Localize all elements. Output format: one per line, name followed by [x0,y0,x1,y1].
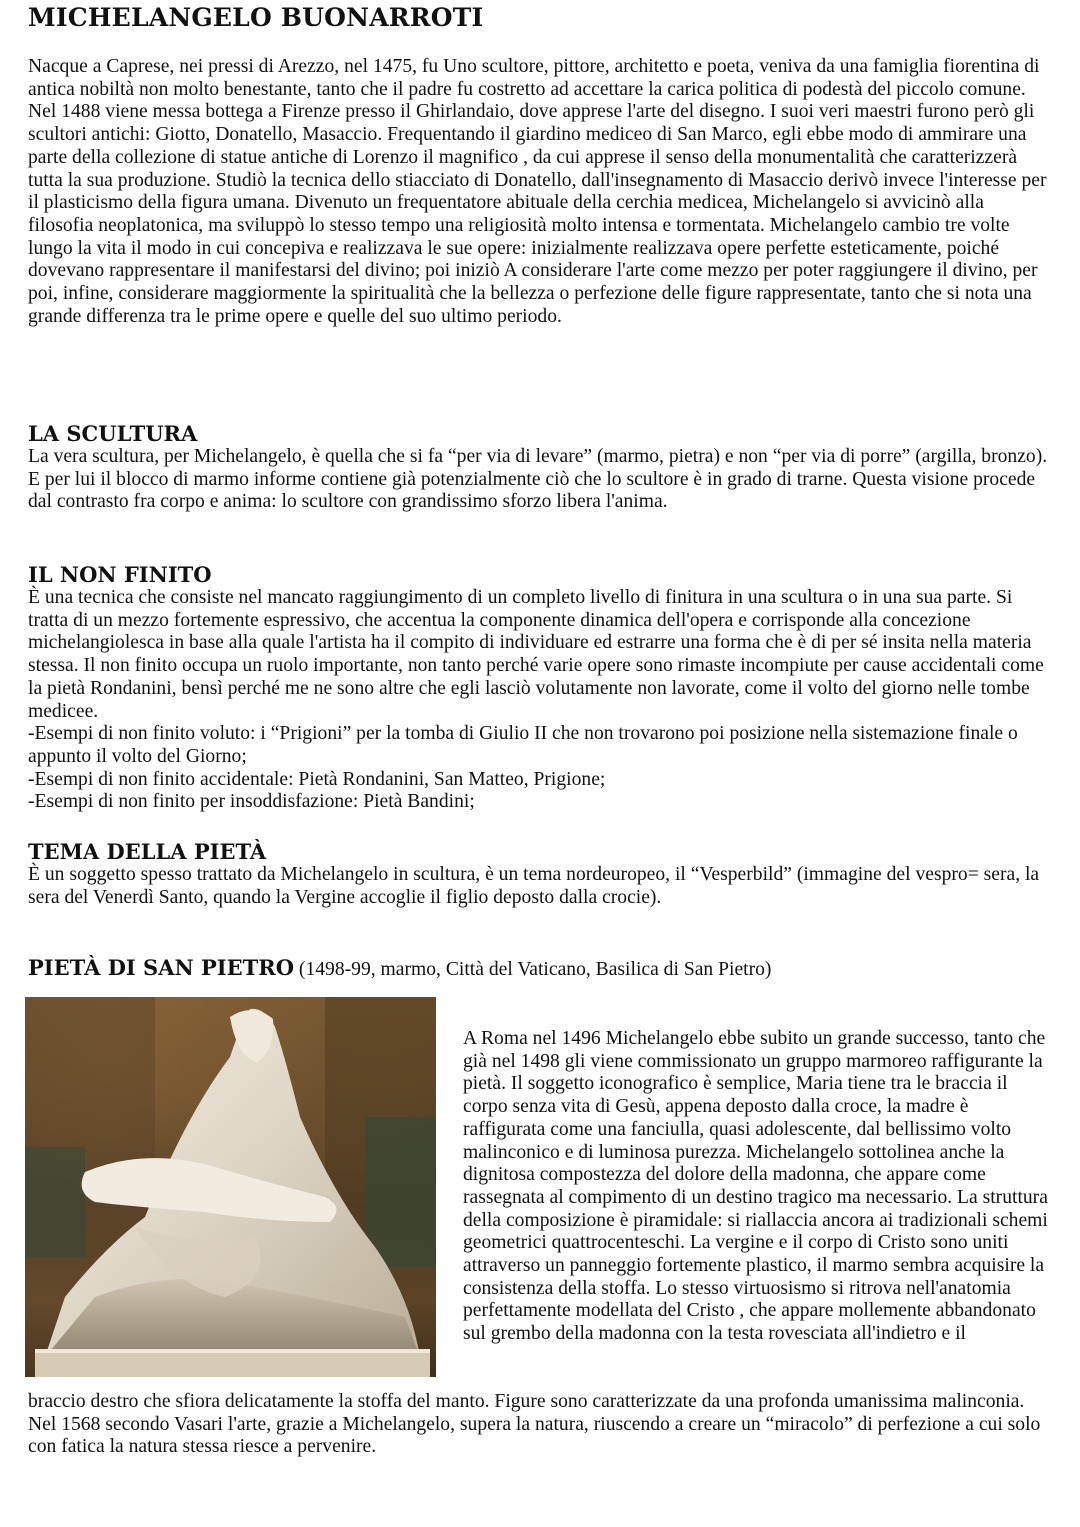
section-non-finito [28,587,1050,814]
pieta-san-pietro-meta: (1498-99, marmo, Città del Vaticano, Basilica di San Pietro) [294,959,772,980]
scultura-text: La vera scultura, per Michelangelo, è quella che si fa “per via di levare” (marmo, pietra) e non “per via di porre” (argilla, bronzo). E per lui il blocco di marmo informe contiene già potenzialmente ciò che lo scultore è in grado di trarne. Questa visione procede dal contrasto fra corpo e anima: lo scultore con grandissimo sforzo libera l'anima. [28,446,1048,513]
section-tema-pieta [28,864,1050,909]
intro-paragraph [28,56,1050,328]
section-heading-non-finito: IL NON FINITO [28,562,212,587]
pieta-san-pietro-text-continued: braccio destro che sfiora delicatamente la stoffa del manto. Figure sono caratterizzate da una profonda umanissima malinconia. Nel 1568 secondo Vasari l'arte, grazie a Michelangelo, supera la natura, riuscendo a creare un “miracolo” di perfezione a cui solo con fatica la natura stessa riesce a pervenire. [28,1391,1041,1458]
page-title: MICHELANGELO BUONARROTI [28,3,484,32]
pieta-san-pietro-text: A Roma nel 1496 Michelangelo ebbe subito un grande successo, tanto che già nel 1498 gli viene commissionato un gruppo marmoreo raffigurante la pietà. Il soggetto iconografico è semplice, Maria tiene tra le braccia il corpo senza vita di Gesù, appena deposto dalla croce, la madre è raffigurata come una fanciulla, quasi adolescente, dal bellissimo volto malinconico e di luminosa purezza. Michelangelo sottolinea anche la dignitosa compostezza del dolore della madonna, che appare come rassegnata al compimento di un destino tragico ma necessario. La struttura della composizione è piramidale: si riallaccia ancora ai tradizionali schemi geometrici quattrocenteschi. La vergine e il corpo di Cristo sono uniti attraverso un panneggio fortemente plastico, il marmo sembra acquisire la consistenza della stoffa. Lo stesso virtuosismo si ritrova nell'anatomia perfettamente modellata del Cristo , che appare mollemente abbandonato sul grembo della madonna con la testa rovesciata all'indietro e il [463,1028,1048,1345]
pieta-sculpture-illustration [25,997,436,1377]
non-finito-example: -Esempi di non finito accidentale: Pietà Rondanini, San Matteo, Prigione; [28,768,606,790]
section-heading-tema-pieta: TEMA DELLA PIETÀ [28,839,267,864]
pieta-san-pietro-title: PIETÀ DI SAN PIETRO [28,955,295,980]
intro-text: Nacque a Caprese, nei pressi di Arezzo, nel 1475, fu Uno scultore, pittore, architetto e poeta, veniva da una famiglia fiorentina di antica nobiltà non molto benestante, tanto che il padre fu costretto ad accettare la carica politica di podestà del piccolo comune. Nel 1488 viene messa bottega a Firenze presso il Ghirlandaio, dove apprese l'arte del disegno. I suoi veri maestri furono però gli scultori antichi: Giotto, Donatello, Masaccio. Frequentando il giardino mediceo di San Marco, egli ebbe modo di ammirare una parte della collezione di statue antiche di Lorenzo il magnifico , da cui apprese il senso della monumentalità che caratterizzerà tutta la sua produzione. Studiò la tecnica dello stiacciato di Donatello, dall'insegnamento di Masaccio derivò invece l'interesse per il plasticismo della figura umana. Divenuto un frequentatore abituale della cerchia medicea, Michelangelo si avvicinò alla filosofia neoplatonica, ma sviluppò lo stesso tempo una religiosità molto intensa e tormentata. Michelangelo cambio tre volte lungo la vita il modo in cui concepiva e realizzava le sue opere: inizialmente realizzava opere perfette esteticamente, poiché dovevano rappresentare il manifestarsi del divino; poi iniziò A considerare l'arte come mezzo per poter raggiungere il divino, per poi, infine, considerare maggiormente la spiritualità che la bellezza o perfezione delle figure rappresentate, tanto che si nota una grande differenza tra le prime opere e quelle del suo ultimo periodo. [28,56,1047,327]
non-finito-text: È una tecnica che consiste nel mancato raggiungimento di un completo livello di finitura in una scultura o in una sua parte. Si tratta di un mezzo fortemente espressivo, che accentua la componente dinamica dell'opera e corrisponde alla concezione michelangiolesca in base alla quale l'artista ha il compito di individuare ed estrarre una forma che è di per sé insita nella materia stessa. Il non finito occupa un ruolo importante, non tanto perché varie opere sono rimaste incompiute per cause accidentali come la pietà Rondanini, bensì perché me ne sono altre che egli lasciò volutamente non lavorate, come il volto del giorno nelle tombe medicee. [28,587,1044,722]
non-finito-example: -Esempi di non finito per insoddisfazione: Pietà Bandini; [28,791,475,813]
non-finito-example: -Esempi di non finito voluto: i “Prigioni” per la tomba di Giulio II che non trovarono poi posizione nella sistemazione finale o appunto il volto del Giorno; [28,723,1018,767]
section-heading-scultura: LA SCULTURA [28,421,198,446]
tema-pieta-text: È un soggetto spesso trattato da Michelangelo in scultura, è un tema nordeuropeo, il “Vesperbild” (immagine del vespro= sera, la sera del Venerdì Santo, quando la Vergine accoglie il figlio deposto dalla crocie). [28,864,1040,908]
pieta-photo [25,997,436,1377]
section-heading-pieta-san-pietro [28,955,771,983]
section-scultura [28,446,1050,514]
